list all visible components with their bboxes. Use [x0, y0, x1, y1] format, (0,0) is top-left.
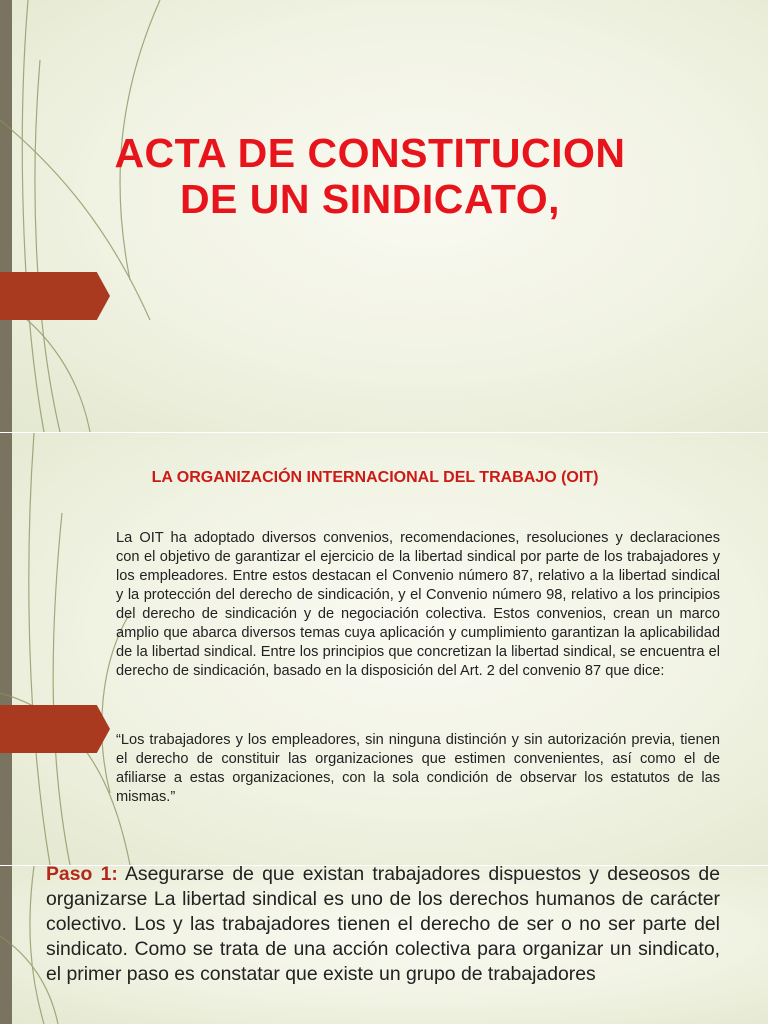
page-title — [80, 130, 660, 222]
step-paragraph — [46, 866, 720, 987]
slide-title — [0, 0, 768, 432]
slide-paso-1 — [0, 866, 768, 1024]
side-bar — [0, 866, 12, 1024]
title-line-1: ACTA DE CONSTITUCION — [114, 130, 626, 176]
side-bar — [0, 433, 12, 865]
step-label: Paso 1: — [46, 866, 118, 885]
quote-paragraph: “Los trabajadores y los empleadores, sin ninguna distinción y sin autorización previa, tienen el derecho de constituir las organizaciones que estimen convenientes, así como el de afiliarse a estas organizaciones, con la sola condición de observar los estatutos de las mismas.” — [116, 732, 720, 805]
title-line-2: DE UN SINDICATO, — [179, 176, 561, 222]
accent-tab — [0, 705, 110, 753]
accent-tab — [0, 272, 110, 320]
section-heading: LA ORGANIZACIÓN INTERNACIONAL DEL TRABAJO (OIT) — [151, 469, 599, 486]
side-bar — [0, 0, 12, 432]
slide-oit — [0, 433, 768, 865]
body-paragraph: La OIT ha adoptado diversos convenios, recomendaciones, resoluciones y declaraciones con el objetivo de garantizar el ejercicio de la libertad sindical por parte de los trabajadores y los empleadores. Entre estos destacan el Convenio número 87, relativo a la libertad sindical y la protección del derecho de sindicación, y el Convenio número 98, relativo a los principios del derecho de sindicación y de negociación colectiva. Estos convenios, crean un marco amplio que abarca diversos temas cuya aplicación y cumplimiento garantizan la aplicabilidad de la libertad sindical. Entre los principios que concretizan la libertad sindical, se encuentra el derecho de sindicación, basado en la disposición del Art. 2 del convenio 87 que dice: — [116, 530, 720, 679]
step-text: Asegurarse de que existan trabajadores dispuestos y deseosos de organizarse La libertad sindical es uno de los derechos humanos de carácter colectivo. Los y las trabajadores tienen el derecho de ser o no ser parte del sindicato. Como se trata de una acción colectiva para organizar un sindicato, el primer paso es constatar que existe un grupo de trabajadores — [46, 866, 720, 985]
